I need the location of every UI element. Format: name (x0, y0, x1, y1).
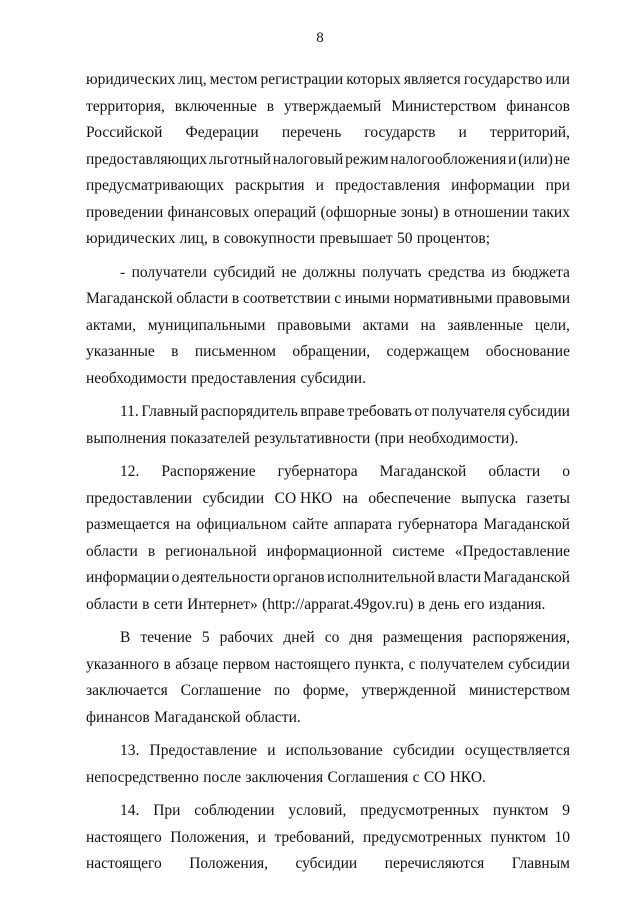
text-line (86, 67, 570, 94)
word: пункта, (354, 655, 405, 673)
word: муниципальными (147, 316, 266, 334)
word: предусмотренных (362, 828, 482, 846)
word: Положения, (189, 855, 269, 872)
word: информации (451, 177, 535, 194)
word: издания. (488, 595, 546, 613)
word: не (554, 150, 570, 168)
word: течение (140, 629, 192, 646)
text-line (86, 147, 570, 174)
paragraph (86, 67, 570, 253)
word: Федерации (185, 124, 259, 141)
paragraph (86, 260, 570, 393)
word: на (420, 316, 436, 334)
word: выпуска (461, 489, 517, 507)
word: сети (153, 595, 183, 613)
word: с (334, 290, 342, 307)
word: условий, (288, 802, 347, 819)
word: финансовых (167, 203, 250, 221)
word: от (414, 403, 429, 420)
word: официальном (196, 516, 287, 533)
text-line (86, 399, 570, 426)
word: настоящего (86, 855, 162, 872)
text-line (86, 798, 570, 825)
word: осуществляется (464, 742, 570, 759)
word: финансов (86, 708, 150, 726)
word: зоны) (400, 203, 439, 221)
word: абзаце (175, 655, 219, 673)
text-line (86, 200, 570, 227)
word: 13. (120, 742, 140, 759)
word: 10 (554, 828, 570, 846)
word: обращении, (292, 343, 371, 360)
text-line (86, 738, 570, 765)
word: содержащем (386, 343, 470, 360)
word: раскрытия (235, 177, 305, 194)
word: совокупности (223, 230, 316, 247)
word: системе (392, 542, 445, 560)
word: субсидий (213, 263, 276, 281)
word: средства (428, 263, 485, 281)
text-line (86, 173, 570, 200)
word: области (176, 290, 229, 307)
word: дней (283, 629, 315, 646)
word: рабочих (219, 629, 274, 646)
word: в (142, 595, 150, 613)
word: о (171, 569, 180, 586)
text-line (86, 512, 570, 539)
word: размещения (382, 629, 463, 646)
word: (http://apparat.49gov.ru) (262, 595, 414, 613)
word: в (171, 343, 179, 360)
word: - (120, 263, 126, 281)
word: государство (463, 71, 543, 88)
word: сайте (292, 516, 329, 533)
word: налоговый (272, 150, 344, 168)
word: субсидии (508, 655, 570, 673)
word: Интернет» (187, 595, 258, 613)
text-line (86, 592, 570, 619)
word: перечисляются (384, 855, 485, 872)
word: Магаданской (154, 708, 241, 726)
word: Магаданской (483, 569, 570, 586)
word: региональной (165, 542, 257, 560)
word: пунктом (490, 828, 546, 846)
word: со (324, 629, 340, 646)
word: из (491, 263, 506, 281)
word: которых (346, 71, 401, 88)
word: размещается (86, 516, 170, 533)
word: Положения, (170, 828, 250, 846)
word: пунктом (492, 802, 549, 819)
word: перечень (281, 124, 342, 141)
word: получатели (131, 263, 207, 281)
word: Министерством (391, 97, 497, 115)
word: в (442, 203, 450, 221)
word: день (429, 595, 460, 613)
word: в (163, 655, 171, 673)
word: вправе (300, 403, 345, 420)
word: необходимости (86, 369, 187, 387)
word: получателя (431, 403, 506, 420)
word: НКО. (449, 768, 486, 786)
word: СО НКО (274, 489, 333, 507)
word: необходимости). (408, 429, 519, 447)
word: утверждаемый (284, 97, 382, 115)
word: требовать (347, 403, 412, 420)
word: «Предоставление (454, 542, 570, 560)
word: юридических (86, 71, 176, 88)
word: В (120, 629, 131, 646)
word: в (212, 230, 220, 247)
word: в (231, 290, 240, 307)
word: дня (349, 629, 373, 646)
word: режим (345, 150, 389, 168)
text-line (86, 459, 570, 486)
word: отношении (454, 203, 529, 221)
word: по (273, 682, 291, 699)
word: является (403, 71, 461, 88)
word: о (562, 463, 570, 480)
word: предусмотренных (360, 802, 480, 819)
word: 5 (201, 629, 210, 646)
text-line (86, 705, 570, 732)
word: с (408, 655, 416, 673)
word: Предоставление (149, 742, 258, 759)
word: использование (285, 742, 383, 759)
word: субсидии (392, 742, 455, 759)
word: первом (222, 655, 271, 673)
word: не (281, 263, 297, 281)
text-line (86, 678, 570, 705)
word: (при (374, 429, 405, 447)
word: субсидии. (300, 369, 366, 387)
word: (или) (518, 150, 553, 168)
word: аппарата (333, 516, 393, 533)
word: на (175, 516, 191, 533)
word: 50 (396, 230, 413, 247)
word: обоснование (485, 343, 570, 360)
word: и (257, 828, 266, 846)
word: обеспечение (368, 489, 451, 507)
word: настоящего (274, 655, 351, 673)
word: органов (272, 569, 325, 586)
word: области. (245, 708, 301, 726)
word: распоряжения, (472, 629, 570, 646)
word: губернатора (397, 516, 478, 533)
word: утвержденной (361, 682, 457, 699)
word: области (86, 542, 138, 560)
word: заявленные (447, 316, 524, 334)
word: Главный (141, 403, 199, 420)
text-line (86, 426, 570, 453)
word: иными (344, 290, 390, 307)
word: субсидии (295, 855, 358, 872)
word: территорий, (489, 124, 570, 141)
word: налогообложения (390, 150, 507, 168)
word: результативности (254, 429, 371, 447)
text-line (86, 313, 570, 340)
word: и (267, 742, 276, 759)
text-line (86, 226, 570, 253)
word: СО (423, 768, 446, 786)
word: получать (362, 263, 422, 281)
word: получателем (420, 655, 504, 673)
word: территория, (86, 97, 165, 115)
word: соблюдении (194, 802, 275, 819)
word: на (342, 489, 358, 507)
text-line (86, 652, 570, 679)
word: газеты (526, 489, 570, 507)
word: предусматривающих (86, 177, 224, 194)
word: Распоряжение (161, 463, 256, 480)
word: Соглашение (180, 682, 262, 699)
word: финансов (506, 97, 570, 115)
word: актами (362, 316, 409, 334)
word: Соглашения (327, 768, 409, 786)
word: области (86, 595, 138, 613)
word: Российской (86, 124, 163, 141)
word: указанного (86, 655, 159, 673)
word: превышает (319, 230, 393, 247)
word: процентов; (416, 230, 491, 247)
word: губернатора (277, 463, 358, 480)
word: Магаданской (379, 463, 467, 480)
word: требований, (274, 828, 355, 846)
word: исполнительной (326, 569, 436, 586)
word: предоставлении (86, 489, 193, 507)
word: в (417, 595, 426, 613)
text-line (86, 339, 570, 366)
text-line (86, 120, 570, 147)
word: операций (253, 203, 317, 221)
text-line (86, 825, 570, 852)
word: и (458, 124, 467, 141)
paragraph (86, 625, 570, 731)
word: Магаданской (483, 516, 570, 533)
word: заключения (245, 768, 324, 786)
word: выполнения (86, 429, 167, 447)
word: включенные (174, 97, 257, 115)
word: власти (437, 569, 482, 586)
word: регистрации (260, 71, 344, 88)
word: 14. (120, 802, 140, 819)
word: в (147, 542, 156, 560)
word: министерством (468, 682, 570, 699)
word: непосредственно (86, 768, 199, 786)
page-number: 8 (316, 30, 324, 46)
word: (офшорные (320, 203, 397, 221)
word: должны (303, 263, 356, 281)
word: лиц, (178, 71, 207, 88)
word: и (508, 150, 517, 168)
word: в (266, 97, 275, 115)
document-body (86, 67, 570, 885)
text-line (86, 765, 570, 792)
word: предоставления (191, 369, 297, 387)
word: Магаданской (86, 290, 173, 307)
word: после (203, 768, 242, 786)
word: письменном (194, 343, 276, 360)
word: области (488, 463, 541, 480)
paragraph (86, 738, 570, 791)
word: юридических (86, 230, 176, 247)
word: субсидии (508, 403, 570, 420)
text-line (86, 565, 570, 592)
word: нормативными (393, 290, 493, 307)
word: 9 (562, 802, 570, 819)
word: информации (86, 569, 170, 586)
word: показателей (170, 429, 250, 447)
word: его (463, 595, 485, 613)
word: форме, (302, 682, 349, 699)
word: настоящего (86, 828, 162, 846)
word: проведении (86, 203, 164, 221)
text-line (86, 851, 570, 878)
word: лиц, (179, 230, 208, 247)
word: бюджета (512, 263, 570, 281)
word: информационной (266, 542, 383, 560)
word: указанные (86, 343, 155, 360)
text-line (86, 94, 570, 121)
word: заключается (86, 682, 168, 699)
paragraph (86, 798, 570, 878)
text-line (86, 286, 570, 313)
word: и (315, 177, 324, 194)
word: правовыми (496, 290, 570, 307)
word: субсидии (202, 489, 265, 507)
word: актами, (86, 316, 137, 334)
word: предоставления (335, 177, 440, 194)
word: 12. (120, 463, 140, 480)
word: государств (364, 124, 436, 141)
word: при (545, 177, 570, 194)
word: предоставляющих (86, 150, 208, 168)
word: цели, (534, 316, 570, 334)
text-line (86, 625, 570, 652)
word: распорядитель (200, 403, 298, 420)
text-line (86, 260, 570, 287)
word: Главным (511, 855, 570, 872)
text-line (86, 539, 570, 566)
word: При (153, 802, 181, 819)
word: таких (532, 203, 570, 221)
word: местом (209, 71, 258, 88)
word: или (545, 71, 570, 88)
word: льготный (208, 150, 271, 168)
word: с (412, 768, 420, 786)
word: 11. (120, 403, 139, 420)
word: правовыми (277, 316, 351, 334)
word: соответствии (242, 290, 331, 307)
paragraph (86, 399, 570, 452)
paragraph (86, 459, 570, 618)
text-line (86, 366, 570, 393)
text-line (86, 486, 570, 513)
word: деятельности (181, 569, 271, 586)
